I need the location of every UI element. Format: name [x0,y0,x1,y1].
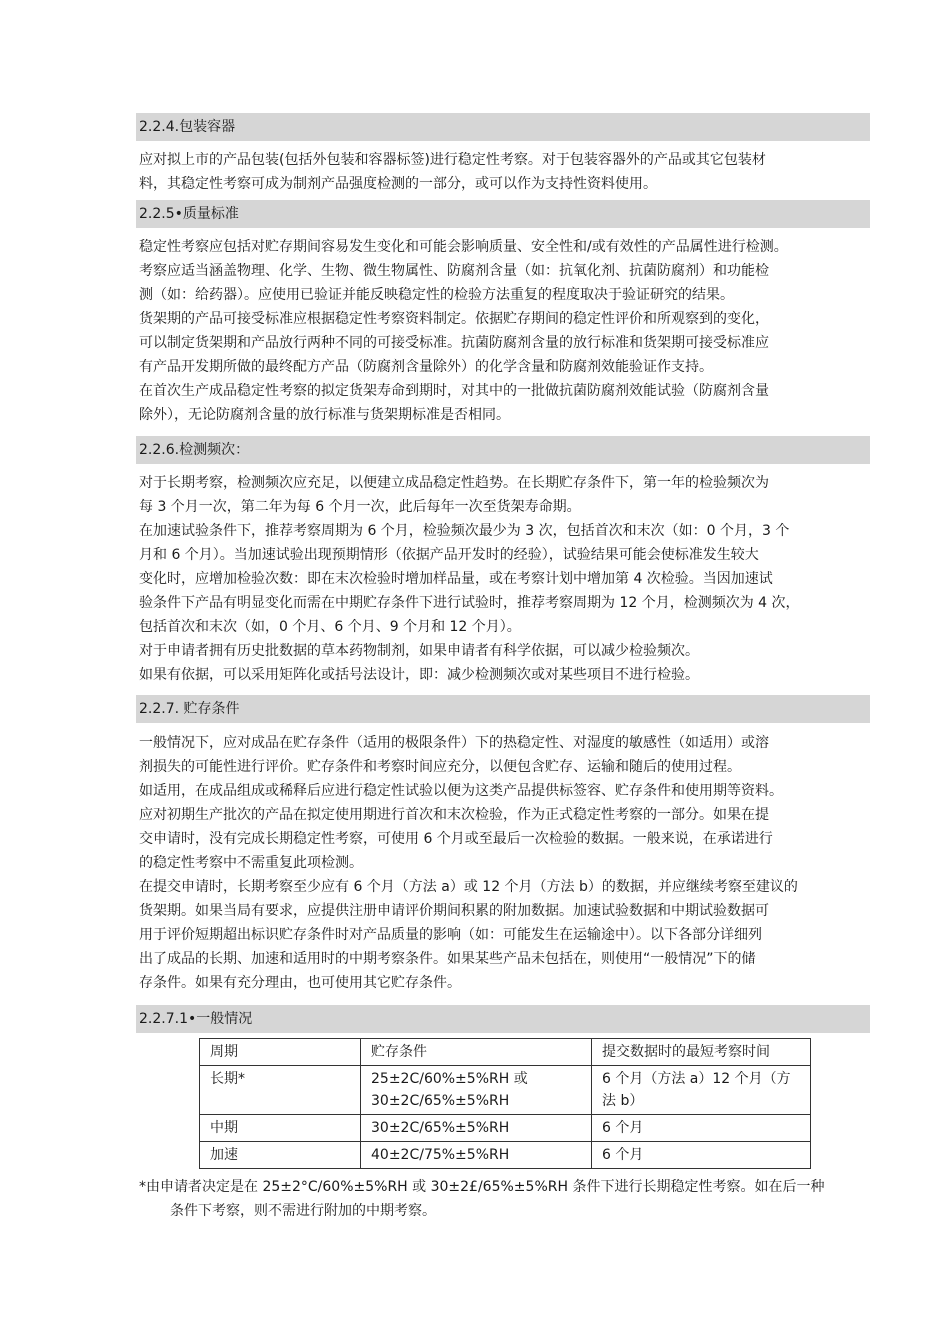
text-line: 对于申请者拥有历史批数据的草本药物制剂，如果申请者有科学依据，可以减少检验频次。 [139,643,699,659]
text-line: 验条件下产品有明显变化而需在中期贮存条件下进行试验时，推荐考察周期为 12 个月，检测频次为 4 次， [139,595,800,611]
table-row [200,1066,811,1115]
table-header-cell: 周期 [200,1039,361,1066]
table-cell: 6 个月 [592,1142,811,1169]
text-line: 的稳定性考察中不需重复此项检测。 [139,855,363,871]
section-heading-2-2-6: 2.2.6.检测频次： [136,436,870,464]
text-line: 稳定性考察应包括对贮存期间容易发生变化和可能会影响质量、安全性和/或有效性的产品属性进行检测。 [139,239,788,255]
storage-conditions-table [199,1038,811,1169]
text-line: 应对拟上市的产品包装(包括外包装和容器标签)进行稳定性考察。对于包装容器外的产品或其它包装材 [139,152,766,168]
text-line: 在提交申请时，长期考察至少应有 6 个月（方法 a）或 12 个月（方法 b）的数据，并应继续考察至建议的 [139,879,798,895]
table-row [200,1142,811,1169]
table-header-cell: 贮存条件 [361,1039,592,1066]
text-line: 交申请时，没有完成长期稳定性考察，可使用 6 个月或至最后一次检验的数据。一般来说，在承诺进行 [139,831,773,847]
table-cell: 加速 [200,1142,361,1169]
text-line: 月和 6 个月）。当加速试验出现预期情形（依据产品开发时的经验），试验结果可能会使标准发生较大 [139,547,759,563]
text-line: 一般情况下，应对成品在贮存条件（适用的极限条件）下的热稳定性、对湿度的敏感性（如适用）或溶 [139,735,769,751]
table-cell: 中期 [200,1115,361,1142]
text-line: 每 3 个月一次，第二年为每 6 个月一次，此后每年一次至货架寿命期。 [139,499,581,515]
table-header-cell: 提交数据时的最短考察时间 [592,1039,811,1066]
table-row [200,1115,811,1142]
table-cell: 6 个月（方法 a）12 个月（方法 b） [592,1066,811,1115]
table-cell: 6 个月 [592,1115,811,1142]
text-line: 如适用，在成品组成或稀释后应进行稳定性试验以便为这类产品提供标签容、贮存条件和使用期等资料。 [139,783,783,799]
text-line: 货架期。如果当局有要求，应提供注册申请评价期间积累的附加数据。加速试验数据和中期试验数据可 [139,903,769,919]
text-line: 货架期的产品可接受标准应根据稳定性考察资料制定。依据贮存期间的稳定性评价和所观察到的变化， [139,311,769,327]
text-line: 在首次生产成品稳定性考察的拟定货架寿命到期时，对其中的一批做抗菌防腐剂效能试验（防腐剂含量 [139,383,769,399]
text-line: 料，其稳定性考察可成为制剂产品强度检测的一部分，或可以作为支持性资料使用。 [139,176,657,192]
text-line: 出了成品的长期、加速和适用时的中期考察条件。如果某些产品未包括在，则使用“一般情况”下的储 [139,951,756,967]
table-cell: 40±2C/75%±5%RH [361,1142,592,1169]
text-line: 包括首次和末次（如，0 个月、6 个月、9 个月和 12 个月）。 [139,619,521,635]
section-body-2-2-7 [139,731,884,995]
text-line: 存条件。如果有充分理由，也可使用其它贮存条件。 [139,975,461,991]
section-heading-2-2-4: 2.2.4.包装容器 [136,113,870,141]
text-line: 用于评价短期超出标识贮存条件时对产品质量的影响（如：可能发生在运输途中）。以下各部分详细列 [139,927,762,943]
text-line: 可以制定货架期和产品放行两种不同的可接受标准。抗菌防腐剂含量的放行标准和货架期可接受标准应 [139,335,769,351]
text-line: 变化时，应增加检验次数：即在末次检验时增加样品量，或在考察计划中增加第 4 次检验。当因加速试 [139,571,773,587]
text-line: 应对初期生产批次的产品在拟定使用期进行首次和末次检验，作为正式稳定性考察的一部分。如果在提 [139,807,769,823]
text-line: 对于长期考察，检测频次应充足，以便建立成品稳定性趋势。在长期贮存条件下，第一年的检验频次为 [139,475,769,491]
text-line: 如果有依据，可以采用矩阵化或括号法设计，即：减少检测频次或对某些项目不进行检验。 [139,667,699,683]
table-footnote [139,1175,884,1223]
text-line: 除外），无论防腐剂含量的放行标准与货架期标准是否相同。 [139,407,510,423]
section-heading-2-2-7: 2.2.7. 贮存条件 [136,695,870,723]
text-line: 测（如：给药器）。应使用已验证并能反映稳定性的检验方法重复的程度取决于验证研究的结果。 [139,287,734,303]
section-heading-2-2-5: 2.2.5•质量标准 [136,200,870,228]
table-cell: 25±2C/60%±5%RH 或 30±2C/65%±5%RH [361,1066,592,1115]
section-heading-2-2-7-1: 2.2.7.1•一般情况 [136,1005,870,1033]
section-body-2-2-4 [139,148,884,196]
table-header-row [200,1039,811,1066]
text-line: 考察应适当涵盖物理、化学、生物、微生物属性、防腐剂含量（如：抗氧化剂、抗菌防腐剂）和功能检 [139,263,769,279]
text-line: 在加速试验条件下，推荐考察周期为 6 个月，检验频次最少为 3 次，包括首次和末次（如：0 个月，3 个 [139,523,790,539]
footnote-line: 条件下考察，则不需进行附加的中期考察。 [170,1203,436,1219]
section-body-2-2-5 [139,235,884,427]
text-line: 剂损失的可能性进行评价。贮存条件和考察时间应充分，以便包含贮存、运输和随后的使用过程。 [139,759,741,775]
section-body-2-2-6 [139,471,884,687]
text-line: 有产品开发期所做的最终配方产品（防腐剂含量除外）的化学含量和防腐剂效能验证作支持。 [139,359,713,375]
footnote-line: *由申请者决定是在 25±2°C/60%±5%RH 或 30±2£/65%±5%RH 条件下进行长期稳定性考察。如在后一种 [139,1179,825,1195]
table-cell: 长期* [200,1066,361,1115]
table-cell: 30±2C/65%±5%RH [361,1115,592,1142]
